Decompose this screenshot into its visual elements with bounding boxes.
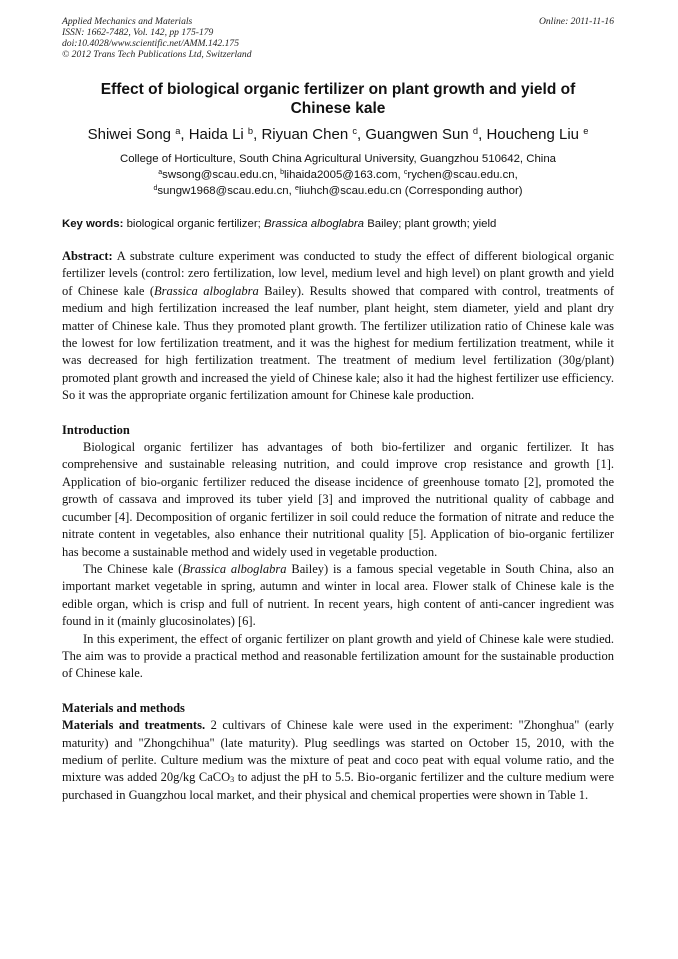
- subsection-heading: Materials and treatments.: [62, 718, 206, 733]
- affiliation: [62, 151, 614, 199]
- copyright-line: © 2012 Trans Tech Publications Ltd, Switzerland: [62, 49, 252, 60]
- paragraph: The Chinese kale (Brassica alboglabra Bailey) is a famous special vegetable in South China, also an important market vegetable in spring, autumn and winter in local area. Flower stalk of Chinese kale is the edible organ, which is crisp and full of nutrient. In recent years, high content of anti-cancer ingredient was found in it (mainly glucosinolates) [6].: [62, 561, 614, 629]
- online-date: Online: 2011-11-16: [538, 16, 614, 27]
- paragraph: In this experiment, the effect of organic fertilizer on plant growth and yield of Chinese kale were studied. The aim was to provide a practical method and reasonable fertilization amount for the sustainable production of Chinese kale.: [62, 631, 614, 681]
- abstract-label: Abstract:: [62, 249, 113, 263]
- author: Guangwen Sun $^d$,: [365, 125, 487, 143]
- author: Houcheng Liu $^e$: [486, 125, 589, 143]
- abstract: Abstract: A substrate culture experiment was conducted to study the effect of different biological organic fertilizer levels (control: zero fertilization, low level, medium level and high level) on plant growth and yield of Chinese kale (Brassica alboglabra Bailey). Results showed that compared with control, treatments of medium and high fertilization increased the leaf number, plant height, stem diameter, yield and plant dry matter of Chinese kale. Thus they promoted plant growth. The fertilizer utilization ratio of Chinese kale was the lowest for low fertilization treatment, and it was the highest for medium fertilization treatment, while it was decreased for high fertilization treatment. The treatment of medium level fertilization (30g/plant) promoted plant growth and increased the yield of Chinese kale; also it had the highest fertilizer use efficiency. So it was the appropriate organic fertilization amount for Chinese kale production.: [62, 249, 615, 403]
- introduction-body: [62, 439, 614, 683]
- email-link[interactable]: rychen@scau.edu.cn,: [407, 169, 518, 181]
- issn-line: ISSN: 1662-7482, Vol. 142, pp 175-179: [62, 27, 214, 38]
- email-link[interactable]: lihaida2005@163.com,: [284, 169, 401, 181]
- institution: College of Horticulture, South China Agricultural University, Guangzhou 510642, China: [119, 153, 557, 165]
- author-list: [62, 126, 614, 144]
- doi-line: doi:10.4028/www.scientific.net/AMM.142.175: [62, 38, 240, 49]
- journal-header: [62, 16, 614, 60]
- keywords-label: Key words:: [62, 218, 124, 230]
- paper-title: Effect of biological organic fertilizer on plant growth and yield of Chinese kale: [100, 81, 576, 117]
- paragraph: Biological organic fertilizer has advantages of both bio-fertilizer and organic fertilizer. It has comprehensive and sustainable releasing nutrition, and could improve crop resistance and growth [1]. Application of bio-organic fertilizer reduced the disease incidence of greenhouse tomato [2], promoted the growth of cassava and improved its tuber yield [3] and improved the nutritional quality of cabbage and cucumber [4]. Decomposition of organic fertilizer in soil could reduce the formation of nitrate and reduce the nitrate content in vegetables, also enhance their nutritional quality [5]. Application of bio-organic fertilizer has become a sustainable method and widely used in vegetable production.: [62, 440, 614, 559]
- journal-name: Applied Mechanics and Materials: [62, 16, 193, 27]
- email-link[interactable]: sungw1968@scau.edu.cn,: [157, 185, 292, 197]
- author: Shiwei Song $^a$,: [87, 125, 189, 143]
- email-link[interactable]: liuhch@scau.edu.cn (Corresponding author): [298, 185, 523, 197]
- email-link[interactable]: swsong@scau.edu.cn,: [162, 169, 277, 181]
- author: Riyuan Chen $^c$,: [261, 125, 366, 143]
- methods-body: [62, 717, 614, 804]
- email-line-2: $^d$sungw1968@scau.edu.cn, $^e$liuhch@scau.edu.cn (Corresponding author): [153, 185, 523, 197]
- keywords: Key words: biological organic fertilizer; Brassica alboglabra Bailey; plant growth; yield: [62, 218, 497, 230]
- introduction-heading: Introduction: [62, 422, 130, 437]
- paragraph: Materials and treatments. 2 cultivars of Chinese kale were used in the experiment: "Zhonghua" (early maturity) and "Zhongchihua" (late maturity). Plug seedlings was started on October 15, 2010, with the medium of perlite. Culture medium was the mixture of peat and coco peat with equal volume ratio, and the mixture was added 20g/kg CaCO$_3$ to adjust the pH to 5.5. Bio-organic fertilizer and the culture medium were purchased in Guangzhou local market, and their physical and chemical properties were shown in Table 1.: [62, 718, 615, 802]
- email-line-1: $^a$swsong@scau.edu.cn, $^b$lihaida2005@163.com, $^c$rychen@scau.edu.cn,: [158, 169, 518, 181]
- author: Haida Li $^b$,: [188, 125, 262, 143]
- methods-heading: Materials and methods: [62, 700, 185, 715]
